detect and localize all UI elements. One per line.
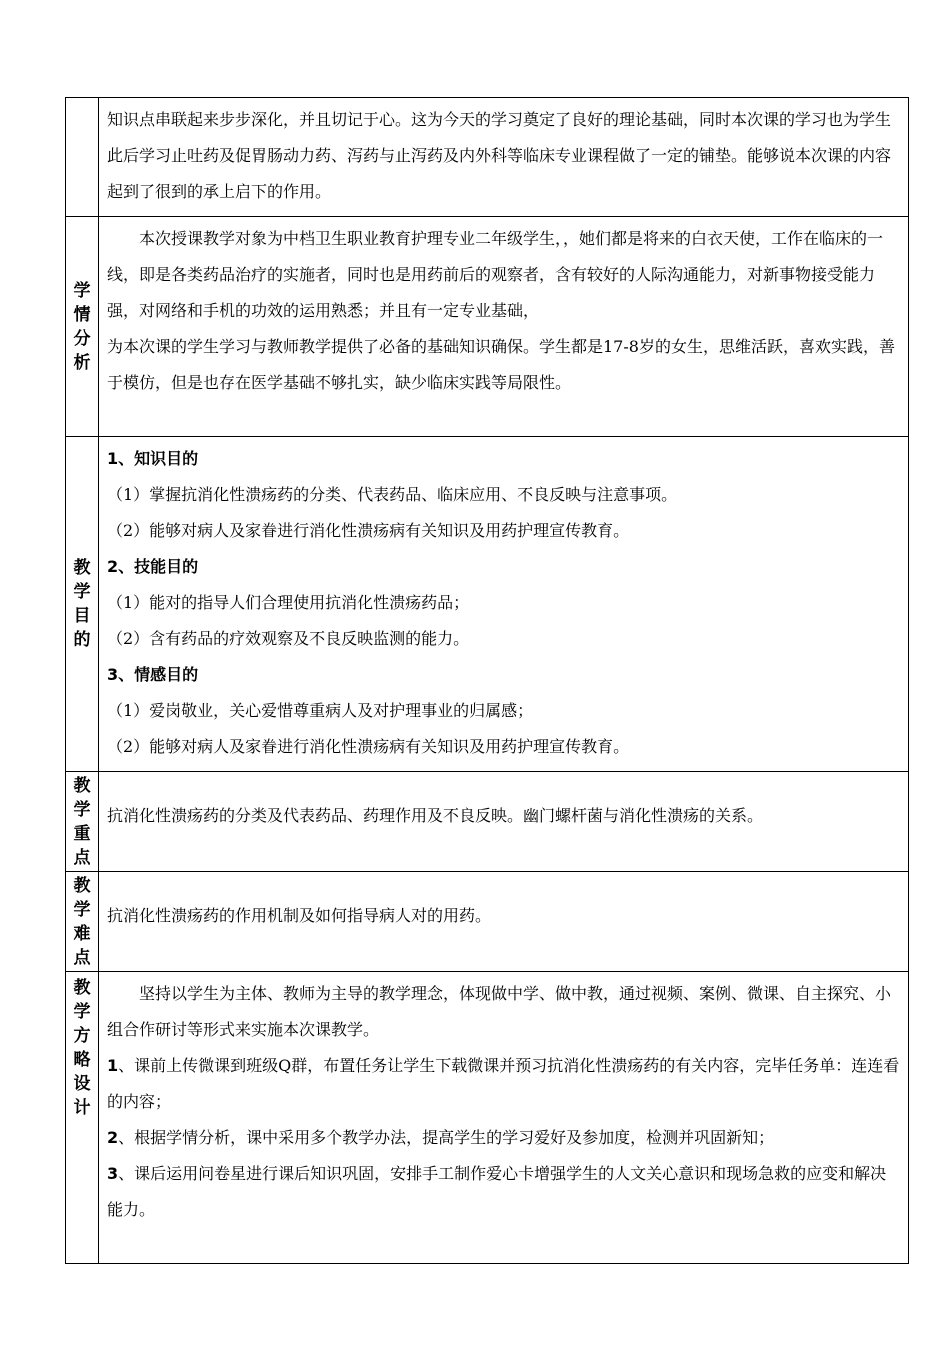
label-char: 情 bbox=[73, 304, 91, 325]
strategy-item-1-text: 、课前上传微课到班级Q群，布置任务让学生下载微课并预习抗消化性溃疡药的有关内容，完毕任务单：连连看的内容； bbox=[107, 1056, 900, 1111]
strategy-item-3-num: 3 bbox=[107, 1164, 119, 1183]
label-char: 学 bbox=[73, 280, 91, 301]
skill-objective-heading: 2、技能目的 bbox=[107, 557, 199, 576]
strategy-item-2 bbox=[107, 1120, 900, 1156]
label-char: 学 bbox=[73, 799, 91, 820]
label-char: 方 bbox=[73, 1026, 91, 1046]
strategy-item-3-text: 、课后运用问卷星进行课后知识巩固，安排手工制作爱心卡增强学生的人文关心意识和现场急救的应变和解决能力。 bbox=[107, 1164, 887, 1219]
label-char: 教 bbox=[73, 558, 91, 578]
label-char: 目 bbox=[73, 606, 91, 626]
key-points-row bbox=[66, 772, 909, 872]
strategy-intro: 坚持以学生为主体、教师为主导的教学理念，体现做中学、做中教，通过视频、案例、微课、自主探究、小组合作研讨等形式来实施本次课教学。 bbox=[107, 984, 892, 1039]
learner-analysis-label bbox=[66, 279, 98, 375]
objectives-content-cell bbox=[99, 437, 909, 772]
label-char: 点 bbox=[73, 947, 91, 968]
intro-content-cell bbox=[99, 98, 909, 217]
label-char: 析 bbox=[73, 352, 91, 373]
objectives-row bbox=[66, 437, 909, 772]
strategy-item-2-text: 、根据学情分析，课中采用多个教学办法，提高学生的学习爱好及参加度，检测并巩固新知； bbox=[118, 1128, 775, 1147]
label-char: 学 bbox=[73, 582, 91, 602]
strategy-label-cell bbox=[66, 972, 99, 1264]
label-char: 点 bbox=[73, 847, 91, 868]
label-char: 分 bbox=[73, 328, 91, 349]
objectives-label-cell bbox=[66, 437, 99, 772]
label-char: 教 bbox=[73, 875, 91, 896]
objectives-label bbox=[66, 556, 98, 652]
learner-analysis-para-1: 本次授课教学对象为中档卫生职业教育护理专业二年级学生，，她们都是将来的白衣天使，工作在临床的一线，即是各类药品治疗的实施者，同时也是用药前后的观察者，含有较好的人际沟通能力，对新事物接受能力强，对网络和手机的功效的运用熟悉；并且有一定专业基础， bbox=[107, 229, 884, 320]
learner-analysis-para-2: 为本次课的学生学习与教师教学提供了必备的基础知识确保。学生都是17-8岁的女生，思维活跃，喜欢实践，善于模仿，但是也存在医学基础不够扎实，缺少临床实践等局限性。 bbox=[107, 337, 895, 392]
difficulties-text: 抗消化性溃疡药的作用机制及如何指导病人对的用药。 bbox=[107, 906, 492, 925]
affective-objective-2: （2）能够对病人及家眷进行消化性溃疡病有关知识及用药护理宣传教育。 bbox=[107, 737, 630, 756]
skill-objective-1: （1）能对的指导人们合理使用抗消化性溃疡药品； bbox=[107, 593, 470, 612]
key-points-label-cell bbox=[66, 772, 99, 872]
strategy-item-1 bbox=[107, 1048, 900, 1120]
skill-objective-2: （2）含有药品的疗效观察及不良反映监测的能力。 bbox=[107, 629, 470, 648]
key-points-label bbox=[66, 774, 98, 870]
difficulties-label-cell bbox=[66, 872, 99, 972]
strategy-label bbox=[66, 976, 98, 1120]
affective-objective-heading: 3、情感目的 bbox=[107, 665, 199, 684]
learner-analysis-row bbox=[66, 217, 909, 437]
key-points-text: 抗消化性溃疡药的分类及代表药品、药理作用及不良反映。幽门螺杆菌与消化性溃疡的关系。 bbox=[107, 806, 764, 825]
strategy-item-3 bbox=[107, 1156, 900, 1228]
label-char: 难 bbox=[73, 923, 91, 944]
difficulties-label bbox=[66, 874, 98, 970]
intro-row bbox=[66, 98, 909, 217]
knowledge-objective-1: （1）掌握抗消化性溃疡药的分类、代表药品、临床应用、不良反映与注意事项。 bbox=[107, 485, 678, 504]
knowledge-objective-heading: 1、知识目的 bbox=[107, 449, 199, 468]
label-char: 略 bbox=[73, 1050, 91, 1070]
label-char: 重 bbox=[73, 823, 91, 844]
intro-text: 知识点串联起来步步深化，并且切记于心。这为今天的学习奠定了良好的理论基础，同时本次课的学习也为学生此后学习止吐药及促胃肠动力药、泻药与止泻药及内外科等临床专业课程做了一定的铺垫。能够说本次课的内容起到了很到的承上启下的作用。 bbox=[107, 110, 892, 201]
strategy-item-1-num: 1 bbox=[107, 1056, 119, 1075]
strategy-row bbox=[66, 972, 909, 1264]
lesson-plan-table bbox=[65, 97, 909, 1264]
affective-objective-1: （1）爱岗敬业，关心爱惜尊重病人及对护理事业的归属感； bbox=[107, 701, 534, 720]
label-char: 学 bbox=[73, 1002, 91, 1022]
label-char: 教 bbox=[73, 775, 91, 796]
difficulties-content-cell bbox=[99, 872, 909, 972]
label-char: 的 bbox=[73, 630, 91, 650]
label-char: 设 bbox=[73, 1074, 91, 1094]
learner-analysis-content-cell bbox=[99, 217, 909, 437]
key-points-content-cell bbox=[99, 772, 909, 872]
label-char: 教 bbox=[73, 978, 91, 998]
label-char: 学 bbox=[73, 899, 91, 920]
strategy-content-cell bbox=[99, 972, 909, 1264]
strategy-item-2-num: 2 bbox=[107, 1128, 119, 1147]
difficulties-row bbox=[66, 872, 909, 972]
intro-label-cell bbox=[66, 98, 99, 217]
label-char: 计 bbox=[73, 1098, 91, 1118]
knowledge-objective-2: （2）能够对病人及家眷进行消化性溃疡病有关知识及用药护理宣传教育。 bbox=[107, 521, 630, 540]
learner-analysis-label-cell bbox=[66, 217, 99, 437]
